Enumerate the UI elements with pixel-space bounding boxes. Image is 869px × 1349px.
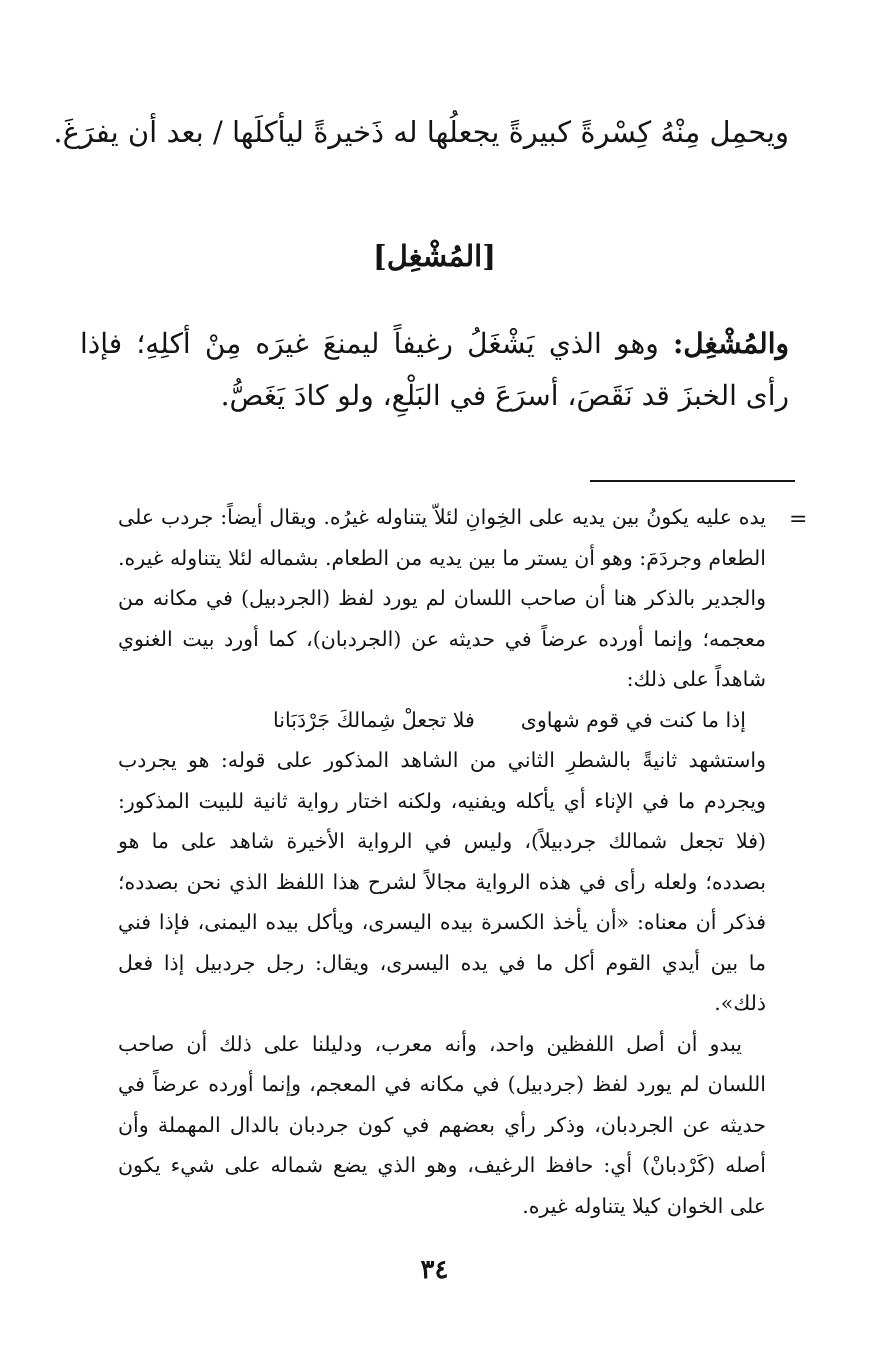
footnote <box>118 497 766 1226</box>
footnote-paragraph-1: يده عليه يكونُ بين يديه على الخِوانِ لئلاّ يتناوله غيرُه. ويقال أيضاً: جردب على الطعام وجردَمَ: وهو أن يستر ما بين يديه من الطعام. بشماله لئلا يتناوله غيره. والجدير بالذكر هنا أن صاحب اللسان لم يورد لفظ (الجردبيل) في مكانه من معجمه؛ وإنما أورده عرضاً في حديثه عن (الجردبان)، كما أورد بيت الغنوي شاهداً على ذلك: <box>118 505 766 691</box>
page-number: ٣٤ <box>420 1255 449 1285</box>
entry-term: والمُشْغِل: <box>672 327 790 360</box>
footnote-continuation-mark: = <box>789 507 808 532</box>
footnote-paragraph-2: واستشهد ثانيةً بالشطرِ الثاني من الشاهد المذكور على قوله: هو يجردب ويجردم ما في الإناء أي يأكله ويفنيه، ولكنه اختار رواية ثانية للبيت المذكور: (فلا تجعل شمالك جردبيلاً)، وليس في الرواية الأخيرة شاهد على ما هو بصدده؛ ولعله رأى في هذه الرواية مجالاً لشرح هذا اللفظ الذي نحن بصدده؛ فذكر أن معناه: «أن يأخذ الكسرة بيده اليسرى، ويأكل بيده اليمنى، فإذا فني ما بين أيدي القوم أكل ما في يده اليسرى، ويقال: رجل جردبيل إذا فعل ذلك». <box>118 748 766 1015</box>
verse-first-hemistich: إذا ما كنت في قوم شهاوى <box>520 707 746 732</box>
carryover-text: ويحمِل مِنْهُ كِسْرةً كبيرةً يجعلُها له ذَخيرةً ليأكلَها / بعد أن يفرَغَ. <box>53 115 789 149</box>
verse-second-hemistich: فلا تجعلْ شِمالكَ جَرْدَبَانا <box>273 707 475 732</box>
section-heading: [المُشْغِل] <box>373 239 496 273</box>
footnote-separator <box>590 480 795 482</box>
entry-paragraph <box>80 318 789 422</box>
footnote-verse <box>118 700 766 741</box>
entry-definition: وهو الذي يَشْغَلُ رغيفاً ليمنعَ غيرَه مِنْ أكلِهِ؛ فإذا رأى الخبزَ قد نَقَصَ، أسرَعَ في البَلْعِ، ولو كادَ يَغَصُّ. <box>80 327 789 412</box>
footnote-paragraph-3: يبدو أن أصل اللفظين واحد، وأنه معرب، ودليلنا على ذلك أن صاحب اللسان لم يورد لفظ (جردبيل) في مكانه في المعجم، وإنما أورده عرضاً في حديثه عن الجردبان، وذكر رأي بعضهم في كون جردبان بالدال المهملة وأن أصله (كَرْدبانْ) أي: حافظ الرغيف، وهو الذي يضع شماله على شيء يكون على الخوان كيلا يتناوله غيره. <box>118 1031 766 1218</box>
